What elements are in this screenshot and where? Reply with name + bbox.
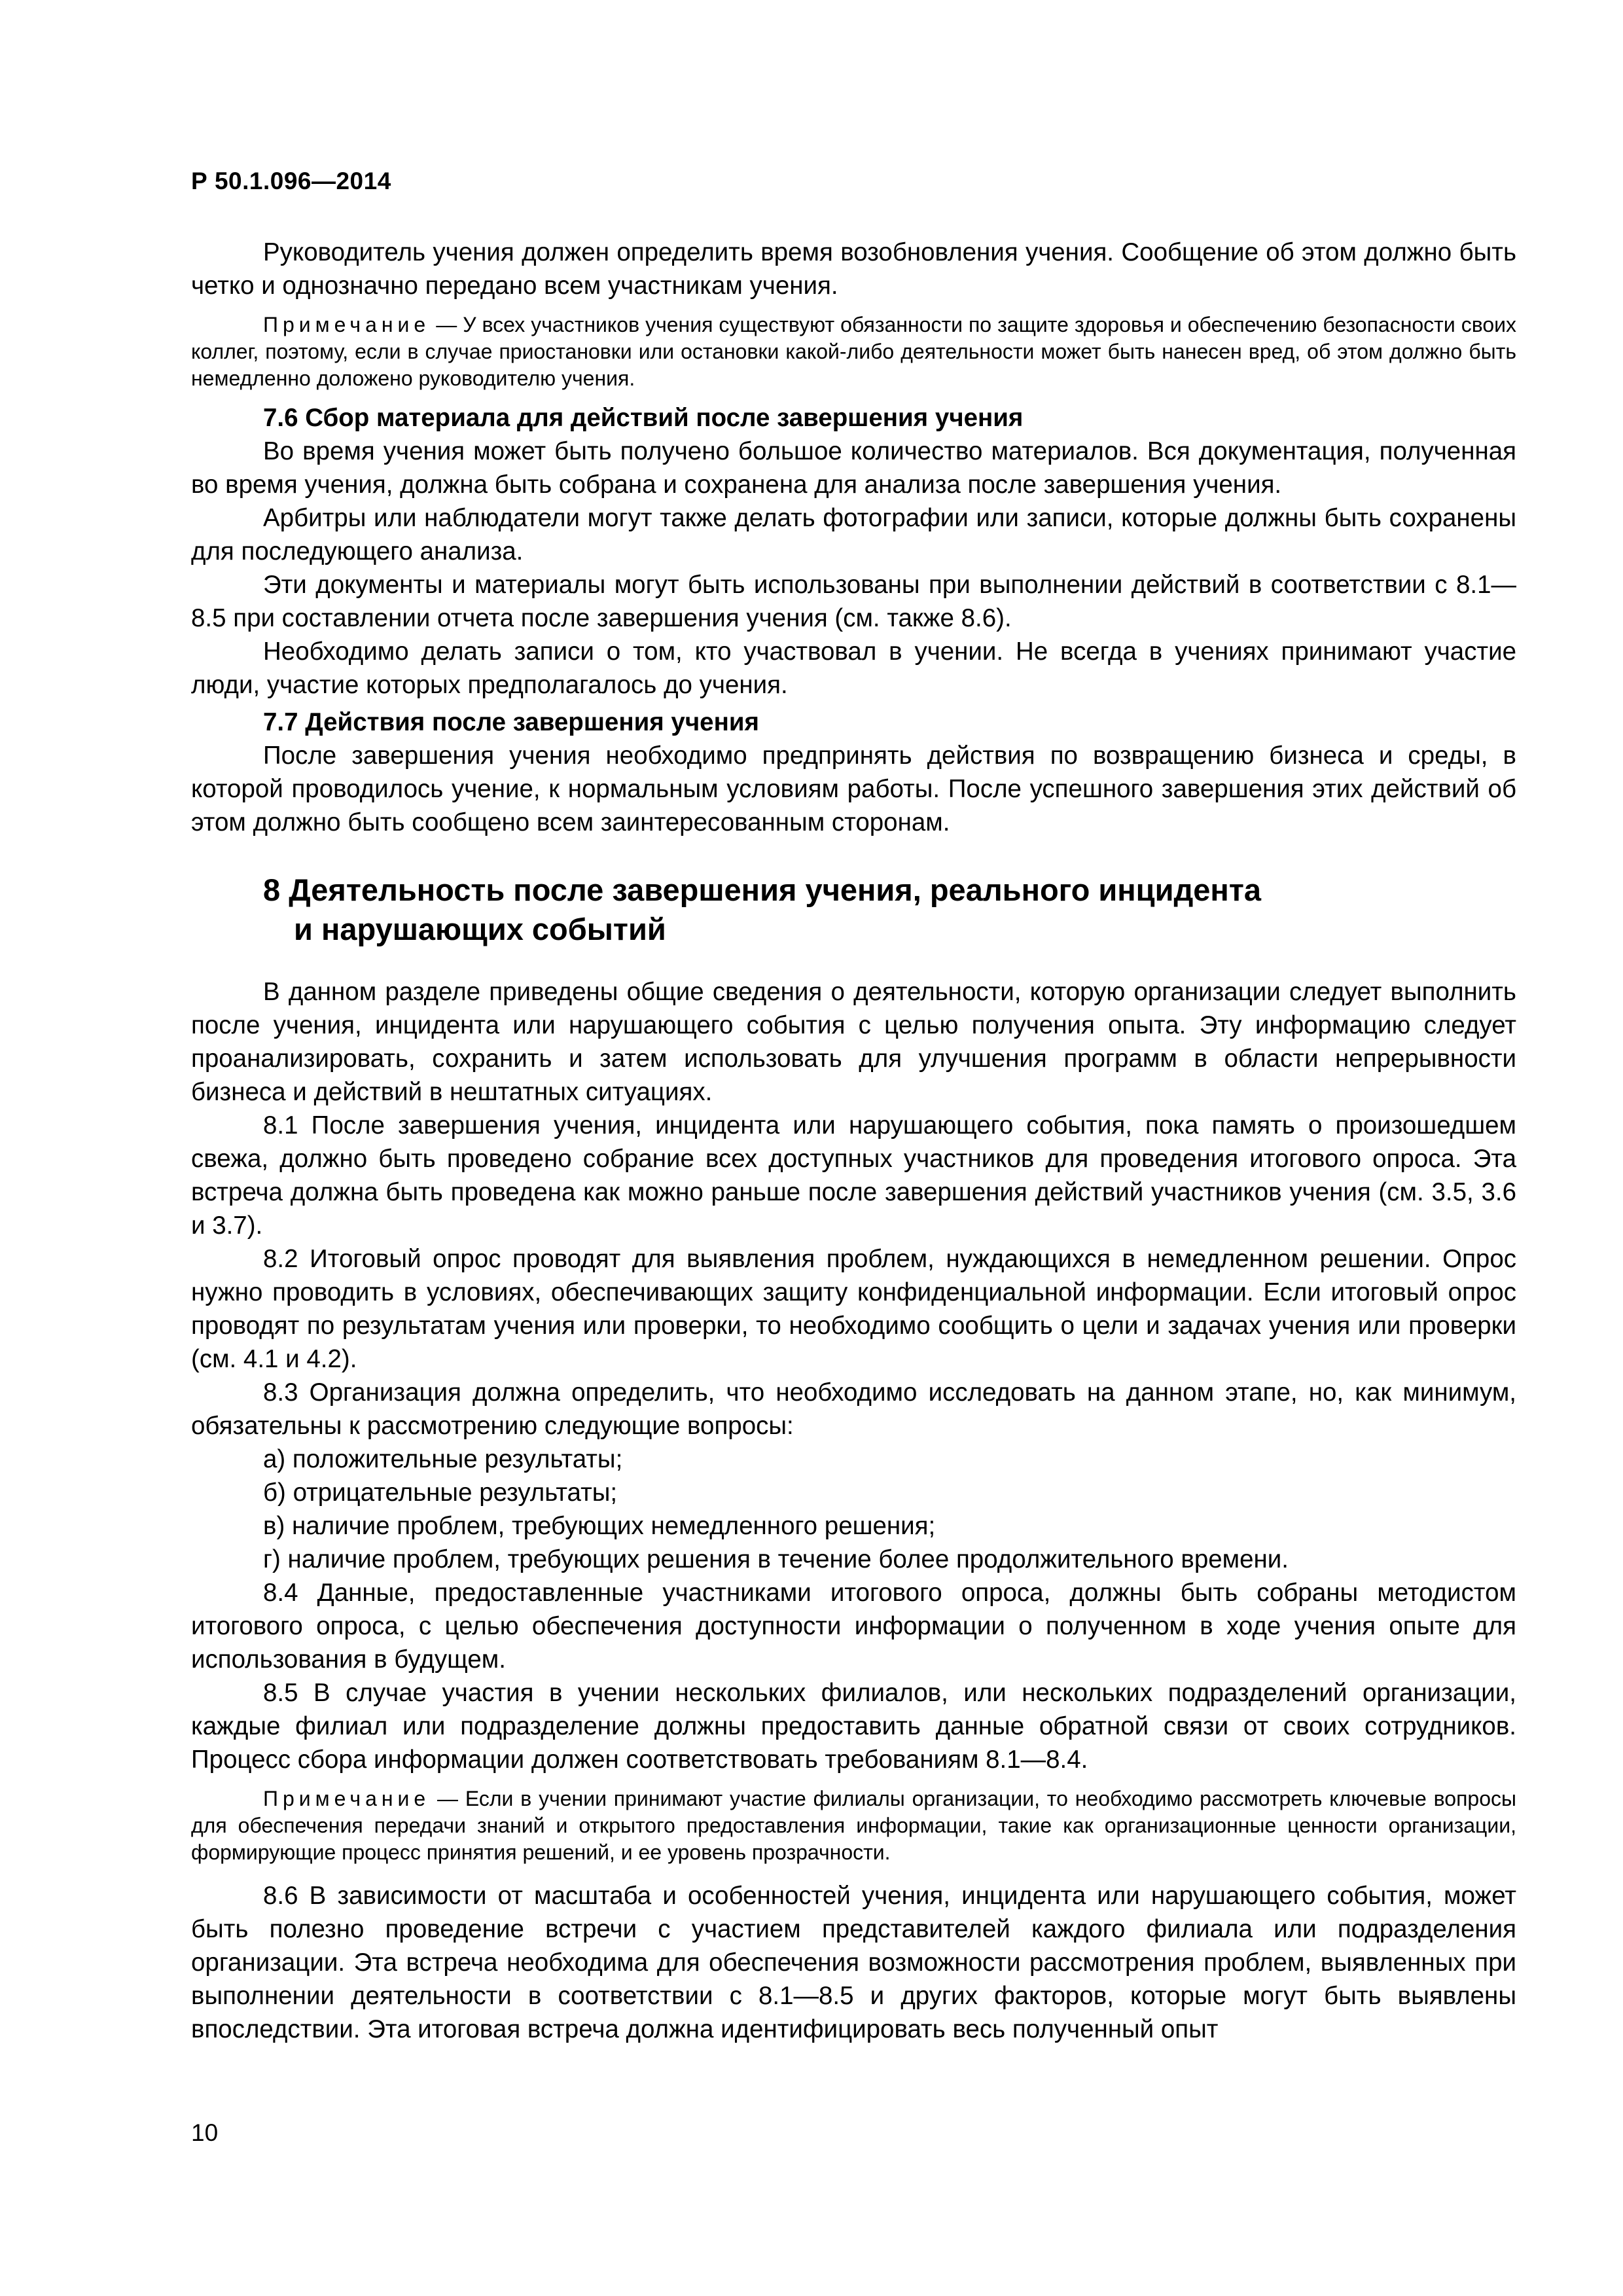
- note-text: — У всех участников учения существуют обязанности по защите здоровья и обеспечению безопасности своих коллег, поэтому, если в случае приостановки или остановки какой-либо деятельности может быть нанесен вред, об этом должно быть немедленно доложено руководителю учения.: [191, 313, 1516, 390]
- paragraph-resume: Руководитель учения должен определить время возобновления учения. Сообщение об этом должно быть четко и однозначно передано всем участникам учения.: [191, 238, 1516, 300]
- page-number: 10: [191, 2119, 219, 2146]
- paragraph-records: Необходимо делать записи о том, кто участвовал в учении. Не всегда в учениях принимают участие люди, участие которых предполагалось до учения.: [191, 637, 1516, 699]
- list-8-3: [191, 1443, 1516, 1576]
- list-item: а) положительные результаты;: [263, 1445, 623, 1473]
- page-content: [191, 236, 1516, 2046]
- paragraph-8-2: 8.2 Итоговый опрос проводят для выявления проблем, нуждающихся в немедленном решении. Опрос нужно проводить в условиях, обеспечивающих защиту конфиденциальной информации. Если итоговый опрос проводят по результатам учения или проверки, то необходимо сообщить о цели и задачах учения или проверки (см. 4.1 и 4.2).: [191, 1245, 1516, 1373]
- subsection-heading-7-6: 7.6 Сбор материала для действий после завершения учения: [263, 404, 1024, 432]
- paragraph-8-1: 8.1 После завершения учения, инцидента или нарушающего события, пока память о произошедшем свежа, должно быть проведено собрание всех доступных участников для проведения итогового опроса. Эта встреча должна быть проведена как можно раньше после завершения действий участников учения (см. 3.5, 3.6 и 3.7).: [191, 1111, 1516, 1240]
- paragraph-8-5: 8.5 В случае участия в учении нескольких филиалов, или нескольких подразделений организации, каждые филиал или подразделение должны предоставить данные обратной связи от своих сотрудников. Процесс сбора информации должен соответствовать требованиям 8.1—8.4.: [191, 1679, 1516, 1774]
- document-code: Р 50.1.096—2014: [191, 168, 391, 194]
- note-label: Примечание: [263, 1787, 431, 1810]
- note-text: — Если в учении принимают участие филиалы организации, то необходимо рассмотреть ключевые вопросы для обеспечения передачи знаний и открытого предоставления информации, такие как организационные ценности организации, формирующие процесс принятия решений, и ее уровень прозрачности.: [191, 1787, 1516, 1864]
- note-branches: [191, 1785, 1516, 1866]
- paragraph-8-6: 8.6 В зависимости от масштаба и особенностей учения, инцидента или нарушающего события, может быть полезно проведение встречи с участием представителей каждого филиала или подразделения организации. Эта встреча необходима для обеспечения возможности рассмотрения проблем, выявленных при выполнении деятельности в соответствии с 8.1—8.5 и других факторов, которые могут быть выявлены впоследствии. Эта итоговая встреча должна идентифицировать весь полученный опыт: [191, 1882, 1516, 2043]
- paragraph-section-intro: В данном разделе приведены общие сведения о деятельности, которую организации следует выполнить после учения, инцидента или нарушающего события с целью получения опыта. Эту информацию следует проанализировать, сохранить и затем использовать для улучшения программ в области непрерывности бизнеса и действий в нештатных ситуациях.: [191, 978, 1516, 1106]
- paragraph-after-exercise: После завершения учения необходимо предпринять действия по возвращению бизнеса и среды, в которой проводилось учение, к нормальным условиям работы. После успешного завершения этих действий об этом должно быть сообщено всем заинтересованным сторонам.: [191, 742, 1516, 836]
- paragraph-8-4: 8.4 Данные, предоставленные участниками итогового опроса, должны быть собраны методистом итогового опроса, с целью обеспечения доступности информации о полученном в ходе учения опыте для использования в будущем.: [191, 1579, 1516, 1674]
- note-label: Примечание: [263, 313, 431, 336]
- section-heading-line-2: и нарушающих событий: [294, 912, 666, 946]
- paragraph-arbiters: Арбитры или наблюдатели могут также делать фотографии или записи, которые должны быть сохранены для последующего анализа.: [191, 504, 1516, 565]
- paragraph-documents: Эти документы и материалы могут быть использованы при выполнении действий в соответствии с 8.1—8.5 при составлении отчета после завершения учения (см. также 8.6).: [191, 571, 1516, 632]
- section-heading-8: [191, 870, 1516, 949]
- paragraph-materials: Во время учения может быть получено большое количество материалов. Вся документация, полученная во время учения, должна быть собрана и сохранена для анализа после завершения учения.: [191, 437, 1516, 499]
- subsection-heading-7-7: 7.7 Действия после завершения учения: [263, 708, 759, 736]
- list-item: в) наличие проблем, требующих немедленного решения;: [263, 1512, 936, 1540]
- note-safety: [191, 312, 1516, 392]
- list-item: б) отрицательные результаты;: [263, 1479, 618, 1507]
- list-item: г) наличие проблем, требующих решения в течение более продолжительного времени.: [263, 1545, 1289, 1573]
- paragraph-8-3: 8.3 Организация должна определить, что необходимо исследовать на данном этапе, но, как минимум, обязательны к рассмотрению следующие вопросы:: [191, 1378, 1516, 1440]
- section-heading-line-1: 8 Деятельность после завершения учения, реального инцидента: [263, 872, 1261, 907]
